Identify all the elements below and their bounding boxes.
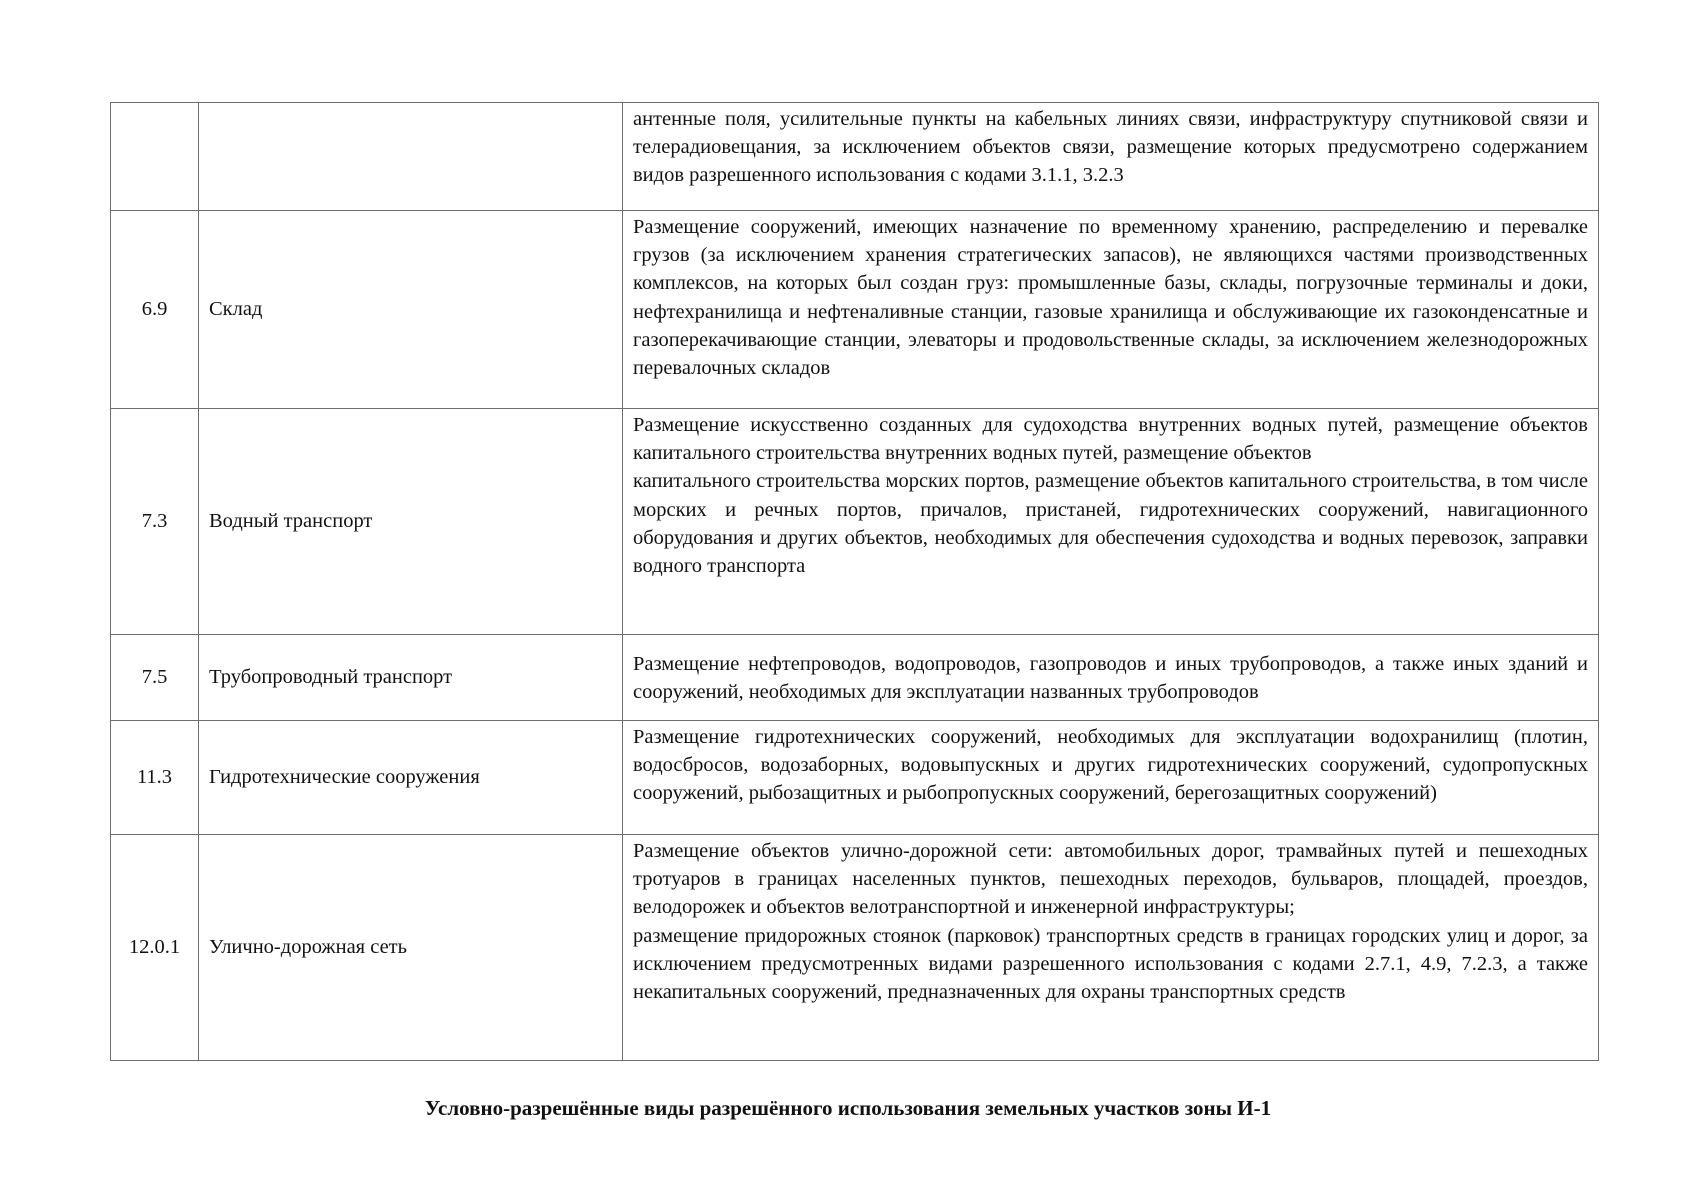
section-heading: Условно-разрешённые виды разрешённого использования земельных участков зоны И-1 <box>424 1096 1272 1120</box>
table-row <box>111 211 1599 409</box>
row-name: Гидротехнические сооружения <box>199 721 623 835</box>
row-description <box>623 211 1599 409</box>
row-name <box>199 103 623 211</box>
row-name: Трубопроводный транспорт <box>199 635 623 721</box>
row-code: 7.5 <box>111 635 199 721</box>
description-paragraph: Размещение сооружений, имеющих назначение по временному хранению, распределению и перевалке грузов (за исключением хранения стратегических запасов), не являющихся частями производственных комплексов, на которых был создан груз: промышленные базы, склады, погрузочные терминалы и доки, нефтехранилища и нефтеналивные станции, газовые хранилища и обслуживающие их газоконденсатные и газоперекачивающие станции, элеваторы и продовольственные склады, за исключением железнодорожных перевалочных складов <box>633 216 1588 380</box>
row-description <box>623 721 1599 835</box>
land-use-table <box>110 102 1599 1061</box>
table-row <box>111 635 1599 721</box>
table-row <box>111 103 1599 211</box>
row-name: Склад <box>199 211 623 409</box>
row-description <box>623 835 1599 1061</box>
row-code: 12.0.1 <box>111 835 199 1061</box>
table-row <box>111 835 1599 1061</box>
description-paragraph: Размещение искусственно созданных для судоходства внутренних водных путей, размещение объектов капитального строительства внутренних водных путей, размещение объектов <box>633 414 1588 465</box>
description-paragraph: Размещение объектов улично-дорожной сети: автомобильных дорог, трамвайных путей и пешеходных тротуаров в границах населенных пунктов, пешеходных переходов, бульваров, площадей, проездов, велодорожек и объектов велотранспортной и инженерной инфраструктуры; <box>633 840 1588 919</box>
row-code: 11.3 <box>111 721 199 835</box>
description-paragraph: размещение придорожных стоянок (парковок) транспортных средств в границах городских улиц и дорог, за исключением предусмотренных видами разрешенного использования с кодами 2.7.1, 4.9, 7.2.3, а также некапитальных сооружений, предназначенных для охраны транспортных средств <box>633 924 1588 1004</box>
table-row <box>111 721 1599 835</box>
row-code: 7.3 <box>111 409 199 635</box>
description-paragraph: капитального строительства морских портов, размещение объектов капитального строительства, в том числе морских и речных портов, причалов, пристаней, гидротехнических сооружений, навигационного оборудования и других объектов, необходимых для обеспечения судоходства и водных перевозок, заправки водного транспорта <box>633 470 1588 578</box>
table-row <box>111 409 1599 635</box>
row-code: 6.9 <box>111 211 199 409</box>
row-code <box>111 103 199 211</box>
description-paragraph: антенные поля, усилительные пункты на кабельных линиях связи, инфраструктуру спутниковой связи и телерадиовещания, за исключением объектов связи, размещение которых предусмотрено содержанием видов разрешенного использования с кодами 3.1.1, 3.2.3 <box>633 108 1588 187</box>
row-description <box>623 409 1599 635</box>
row-name: Улично-дорожная сеть <box>199 835 623 1061</box>
row-name: Водный транспорт <box>199 409 623 635</box>
description-paragraph: Размещение нефтепроводов, водопроводов, газопроводов и иных трубопроводов, а также иных зданий и сооружений, необходимых для эксплуатации названных трубопроводов <box>633 652 1588 703</box>
row-description <box>623 103 1599 211</box>
description-paragraph: Размещение гидротехнических сооружений, необходимых для эксплуатации водохранилищ (плотин, водосбросов, водозаборных, водовыпускных и других гидротехнических сооружений, судопропускных сооружений, рыбозащитных и рыбопропускных сооружений, берегозащитных сооружений) <box>633 726 1588 805</box>
row-description <box>623 635 1599 721</box>
